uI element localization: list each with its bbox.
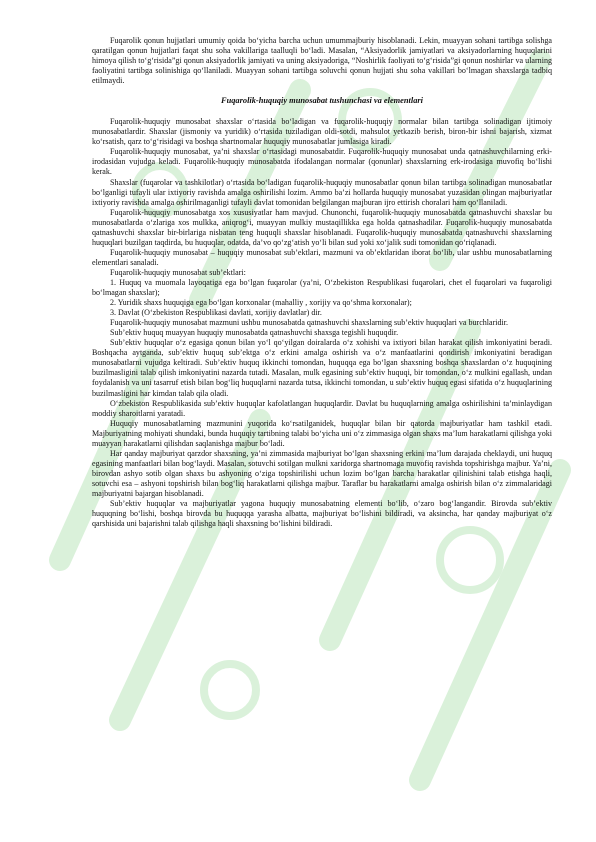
intro-paragraph: Fuqarolik qonun hujjatlari umumiy qoida bo‘yicha barcha uchun umummajburiy hisoblanadi. Lekin, muayyan sohani tartibga solishga qaratilgan qonun hujjatlari faqat shu soha vakillariga taalluqli bo‘ladi. Masalan, “Aksiyadorlik jamiyatlari va aksiyadorlarning huquqlarini himoya qilish to‘g‘risida”gi qonun aksiyadorlik jamiyati va uning aksiyadoriga, “Noshirlik faoliyati to‘g‘risida”gi qonun noshirlar va ularning faoliyatini tartibga solinishiga qo‘llaniladi. Muayyan sohani tartibga soluvchi qonun hujjati shu soha vakillari bo‘lmagan shaxslarga tadbiq etilmaydi. [92, 36, 552, 86]
paragraph: Fuqarolik-huquqiy munosabat – huquqiy munosabat sub’ektlari, mazmuni va ob’ektlaridan iborat bo‘lib, ular ushbu munosabatlarning elementlari sanaladi. [92, 247, 552, 267]
paragraph: Shaxslar (fuqarolar va tashkilotlar) o‘rtasida bo‘ladigan fuqarolik-huquqiy munosabatlar qonun bilan tartibga solinadigan munosabatlar bo‘lganligi tufayli ular ixtiyoriy ravishda amalga oshirilishi lozim. Ammo ba’zi hollarda huquqiy munosabat yuzasidan olingan majburiyatlar ixtiyoriy ravishda amalga oshirilmaganligi tufayli davlat tomonidan belgilangan majburan ijro ettirish choralari ham qo‘llaniladi. [92, 177, 552, 207]
paragraph: Sub’ektiv huquqlar va majburiyatlar yagona huquqiy munosabatning elementi bo‘lib, o‘zaro bog‘langandir. Birovda sub’ektiv huquqning bo‘lishi, boshqa birovda bu huquqqa yarasha albatta, majburiyat bo‘lishini bildiradi, va aksincha, har qanday majburiyat o‘z qarshisida uni bajarishni talab qilishga haqli shaxsning bo‘lishini bildiradi. [92, 499, 552, 529]
list-item: 3. Davlat (O‘zbekiston Respublikasi davlati, xorijiy davlatlar) dir. [110, 308, 322, 318]
document-page [92, 36, 552, 529]
paragraph: Sub’ektiv huquq muayyan huquqiy munosabatda qatnashuvchi shaxsga tegishli huquqdir. [110, 328, 399, 338]
paragraph: Har qanday majburiyat qarzdor shaxsning, ya’ni zimmasida majburiyat bo‘lgan shaxsning erkini ma’lum darajada cheklaydi, uni huquq egasining manfaatlari bilan bog‘laydi. Masalan, sotuvchi sotilgan mulkni xaridorga shartnomaga muvofiq ravishda topshirishga majbur. Ya’ni, birovdan ashyo sotib olgan shaxs bu ashyoning o‘ziga topshirilishi uchun lozim bo‘lgan barcha harakatlar qilinishini talab etishga haqli, sotuvchi esa – ashyoni topshirish bilan bog‘liq harakatlarni qilishga majbur. Taraflar bu harakatlarni amalga oshirish bilan o‘z zimmalaridagi majburiyatni bajargan hisoblanadi. [92, 448, 552, 498]
paragraph: Fuqarolik-huquqiy munosabat shaxslar o‘rtasida bo‘ladigan va fuqarolik-huquqiy normalar bilan tartibga solinadigan ijtimoiy munosabatlardir. Shaxslar (jismoniy va yuridik) o‘rtasida tuziladigan oldi-sotdi, mahsulot yetkazib berish, biron-bir ishni bajarish, xizmat ko‘rsatish, qarz to‘g‘risidagi va boshqa shartnomalar huquqiy munosabatlar jumlasiga kiradi. [92, 117, 552, 147]
paragraph: Fuqarolik-huquqiy munosabat sub’ektlari: [110, 267, 246, 277]
paragraph: Fuqarolik-huquqiy munosabat mazmuni ushbu munosabatda qatnashuvchi shaxslarning sub’ektiv huquqlari va burchlaridir. [110, 318, 509, 328]
paragraph: Sub’ektiv huquqlar o‘z egasiga qonun bilan yo‘l qo‘yilgan doiralarda o‘z xohishi va ixtiyori bilan harakat qilish imkoniyatini beradi. Boshqacha aytganda, sub’ektiv huquq sub’ektga o‘z erkini amalga oshirish va o‘z manfaatlarini qondirish imkoniyatini beradigan munosabatlarni vujudga keltiradi. Sub’ektiv huquq ikkinchi tomondan, huquqqa ega bo‘lgan shaxsning boshqa shaxslardan o‘z huquqining buzilmasligini talab qilish imkoniyatini nazarda tutadi. Masalan, mulk egasining sub’ektiv huquqi, bir tomondan, o‘z mulkini egallash, undan foydalanish va uni tasarruf etish bilan bog‘liq huquqlarni nazarda tutsa, ikkinchi tomondan, u sub’ektiv huquq egasi sifatida o‘z huquqlarining buzilmasligini har kimdan talab qila oladi. [92, 338, 552, 398]
list-item: 2. Yuridik shaxs huquqiga ega bo‘lgan korxonalar (mahalliy , xorijiy va qo‘shma korxonalar); [110, 298, 412, 308]
paragraph: Huquqiy munosabatlarning mazmunini yuqorida ko‘rsatilganidek, huquqlar bilan bir qatorda majburiyatlar ham tashkil etadi. Majburiyatning mohiyati shundaki, bunda huquqiy tartibning talabi bo‘yicha uni o‘z zimmasiga olgan shaxs ma’lum harakatlarni qilishga yoki muayyan harakatlarni qilishdan saqlanishga majbur bo‘ladi. [92, 418, 552, 448]
section-title: Fuqarolik-huquqiy munosabat tushunchasi va elementlari [221, 96, 423, 106]
paragraph: Fuqarolik-huquqiy munosabat, ya’ni shaxslar o‘rtasidagi munosabatdir. Fuqarolik-huquqiy munosabat unda qatnashuvchilarning erki-irodasidan vujudga keladi. Fuqarolik-huquqiy munosabatda ifodalangan normalar (qonunlar) shaxslarning erk-irodasiga muvofiq bo‘lishi kerak. [92, 147, 552, 177]
list-item: 1. Huquq va muomala layoqatiga ega bo‘lgan fuqarolar (ya’ni, O‘zbekiston Respublikasi fuqarolari, chet el fuqarolari va fuqaroligi bo‘lmagan shaxslar); [92, 277, 552, 298]
paragraph: O‘zbekiston Respublikasida sub’ektiv huquqlar kafolatlangan huquqlardir. Davlat bu huquqlarning amalga oshirilishini ta’minlaydigan moddiy sharoitlarni yaratadi. [92, 398, 552, 418]
paragraph: Fuqarolik-huquqiy munosabatga xos xususiyatlar ham mavjud. Chunonchi, fuqarolik-huquqiy munosabatda qatnashuvchi shaxslar bu munosabatlarda o‘zlariga xos mulkka, aniqrog‘i, muayyan mulkiy mustaqillikka ega holda qatnashadilar. Fuqarolik-huquqiy munosabatda qatnashuvchi shaxslar bir-birlariga nisbatan teng huquqli shaxslar hisoblanadi. Fuqarolik-huquqiy munosabatda qatnashuvchi shaxslarning huquqlari buzilgan taqdirda, bu huquqlar, odatda, da’vo qo‘zg‘atish yo‘li bilan sud yoki xo‘jalik sudi tomonidan qo‘riqlanadi. [92, 207, 552, 247]
